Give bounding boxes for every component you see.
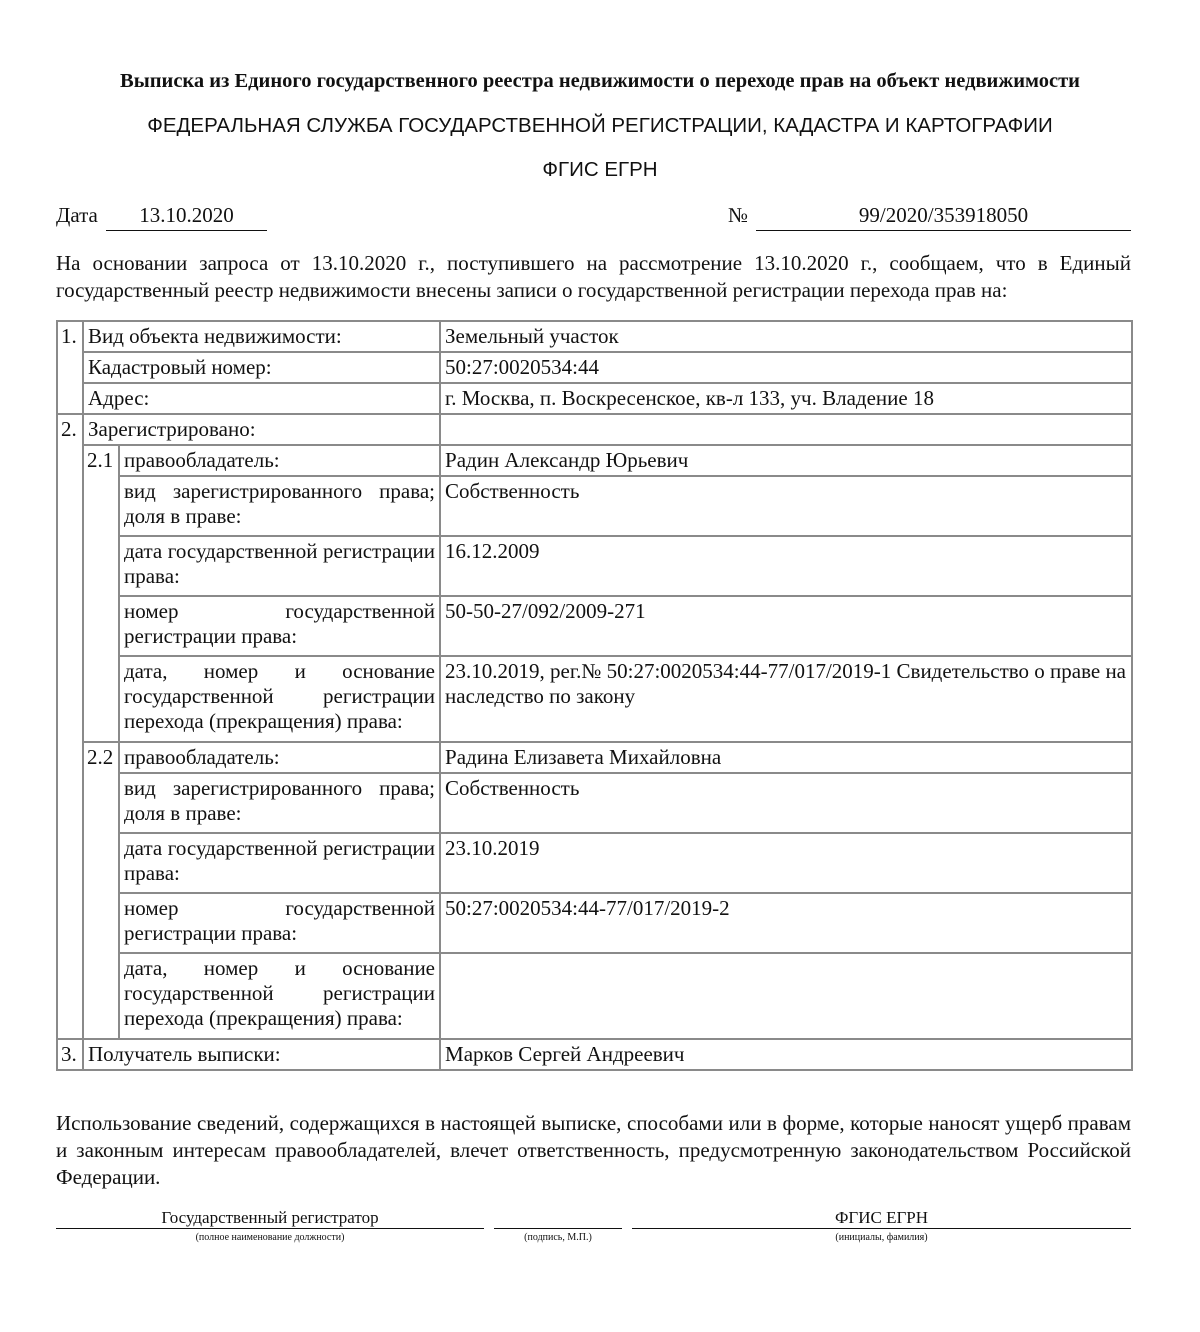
transfer-value: 23.10.2019, рег.№ 50:27:0020534:44-77/017/2019-1 Свидетельство о праве на наследство по закону: [440, 656, 1132, 742]
table-row: [57, 536, 1132, 596]
table-row: [57, 656, 1132, 742]
holder-number: 2.2: [83, 742, 119, 1039]
reg-number-value: 50:27:0020534:44-77/017/2019-2: [440, 893, 1132, 953]
table-row: [57, 352, 1132, 383]
registered-value: [440, 414, 1132, 445]
transfer-label: дата, номер и основание государственной регистрации перехода (прекращения) права:: [119, 656, 440, 742]
recipient-value: Марков Сергей Андреевич: [440, 1039, 1132, 1070]
signature-caption: (подпись, М.П.): [524, 1232, 592, 1243]
intro-paragraph: На основании запроса от 13.10.2020 г., поступившего на рассмотрение 13.10.2020 г., сообщаем, что в Единый государственный реестр недвижимости внесены записи о государственной регистрации перехода прав на:: [56, 251, 1131, 302]
holder-label: правообладатель:: [119, 445, 440, 476]
address-label: Адрес:: [83, 383, 440, 414]
signer-position: Государственный регистратор: [161, 1208, 379, 1227]
table-row: [57, 773, 1132, 833]
reg-date-value: 23.10.2019: [440, 833, 1132, 893]
reg-number-value: 50-50-27/092/2009-271: [440, 596, 1132, 656]
holder-value: Радин Александр Юрьевич: [440, 445, 1132, 476]
name-caption: (инициалы, фамилия): [835, 1232, 928, 1243]
cadastral-value: 50:27:0020534:44: [440, 352, 1132, 383]
table-row: [57, 1039, 1132, 1070]
table-row: [57, 833, 1132, 893]
liability-notice: Использование сведений, содержащихся в настоящей выписке, способами или в форме, которые наносят ущерб правам и законным интересам правообладателей, влечет ответственность, предусмотренную законодательством Российской Федерации.: [56, 1111, 1131, 1189]
right-type-label: вид зарегистрированного права; доля в праве:: [119, 773, 440, 833]
table-row: [57, 893, 1132, 953]
reg-date-value: 16.12.2009: [440, 536, 1132, 596]
table-row: [57, 414, 1132, 445]
table-row: [57, 321, 1132, 352]
reg-date-label: дата государственной регистрации права:: [119, 833, 440, 893]
object-type-label: Вид объекта недвижимости:: [83, 321, 440, 352]
holder-number: 2.1: [83, 445, 119, 742]
document-title: Выписка из Единого государственного реестра недвижимости о переходе прав на объект недвижимости: [120, 70, 1080, 92]
signature-line: [494, 1228, 622, 1229]
right-type-value: Собственность: [440, 773, 1132, 833]
reg-number-label: номер государственной регистрации права:: [119, 596, 440, 656]
table-row: [57, 596, 1132, 656]
position-caption: (полное наименование должности): [195, 1232, 345, 1243]
section-number: 2.: [57, 414, 83, 1039]
cadastral-label: Кадастровый номер:: [83, 352, 440, 383]
position-line: [56, 1228, 484, 1229]
holder-value: Радина Елизавета Михайловна: [440, 742, 1132, 773]
right-type-value: Собственность: [440, 476, 1132, 536]
transfer-label: дата, номер и основание государственной регистрации перехода (прекращения) права:: [119, 953, 440, 1039]
address-value: г. Москва, п. Воскресенское, кв-л 133, уч. Владение 18: [440, 383, 1132, 414]
registered-label: Зарегистрировано:: [83, 414, 440, 445]
table-row: [57, 476, 1132, 536]
date-value: 13.10.2020: [106, 203, 267, 231]
agency-name: ФЕДЕРАЛЬНАЯ СЛУЖБА ГОСУДАРСТВЕННОЙ РЕГИСТРАЦИИ, КАДАСТРА И КАРТОГРАФИИ: [147, 114, 1053, 137]
table-row: [57, 445, 1132, 476]
transfer-value: [440, 953, 1132, 1039]
table-row: [57, 742, 1132, 773]
recipient-label: Получатель выписки:: [83, 1039, 440, 1070]
system-name: ФГИС ЕГРН: [542, 158, 658, 181]
right-type-label: вид зарегистрированного права; доля в праве:: [119, 476, 440, 536]
number-value: 99/2020/353918050: [756, 203, 1131, 231]
holder-label: правообладатель:: [119, 742, 440, 773]
table-row: [57, 953, 1132, 1039]
section-number: 3.: [57, 1039, 83, 1070]
date-label: Дата: [56, 203, 98, 227]
reg-date-label: дата государственной регистрации права:: [119, 536, 440, 596]
section-number: 1.: [57, 321, 83, 414]
signer-name: ФГИС ЕГРН: [834, 1208, 929, 1227]
reg-number-label: номер государственной регистрации права:: [119, 893, 440, 953]
registry-table: [56, 320, 1133, 1071]
object-type-value: Земельный участок: [440, 321, 1132, 352]
table-row: [57, 383, 1132, 414]
number-label: №: [728, 203, 749, 227]
name-line: [632, 1228, 1131, 1229]
